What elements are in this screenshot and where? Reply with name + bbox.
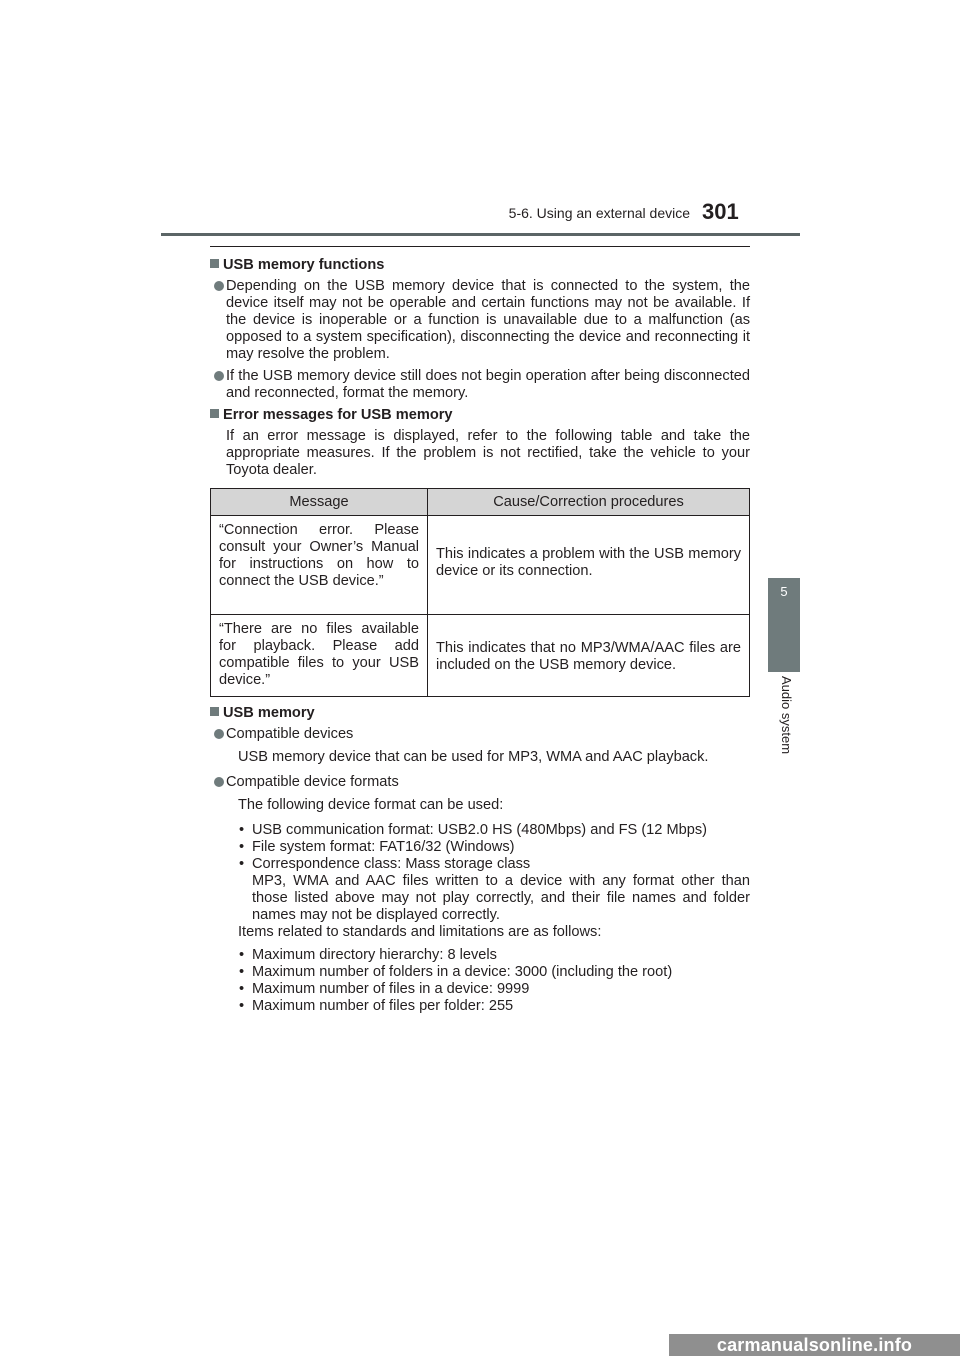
list-text: Correspondence class: Mass storage class [252, 856, 531, 872]
list-text: File system format: FAT16/32 (Windows) [252, 839, 515, 855]
usb-memory-heading [210, 705, 750, 722]
dot-marker: • [239, 822, 245, 838]
heading-text: USB memory functions [223, 257, 385, 273]
table-header-row [211, 489, 750, 516]
dot-marker: • [239, 981, 245, 997]
page-content [210, 257, 750, 1015]
table-row [211, 516, 750, 615]
bullet-item [210, 774, 750, 791]
list-text: Maximum directory hierarchy: 8 levels [252, 947, 497, 963]
chapter-number: 5 [780, 584, 788, 599]
list-item [210, 839, 750, 856]
square-bullet-icon [210, 409, 219, 418]
list-item [210, 822, 750, 839]
devices-text [210, 749, 750, 766]
square-bullet-icon [210, 259, 219, 268]
list-item [210, 856, 750, 873]
column-header-message: Message [211, 489, 428, 516]
list-item [210, 981, 750, 998]
devices-line: USB memory device that can be used for MP3, WMA and AAC playback. [238, 749, 709, 765]
dot-marker: • [239, 839, 245, 855]
message-text: “There are no files available for playback. Please add compatible files to your USB device.” [219, 621, 419, 688]
list-item [210, 998, 750, 1015]
bullet-item [210, 368, 750, 402]
list-text: USB communication format: USB2.0 HS (480Mbps) and FS (12 Mbps) [252, 822, 708, 838]
list-text: Maximum number of files in a device: 9999 [252, 981, 530, 997]
column-header-cause: Cause/Correction procedures [428, 489, 750, 516]
circle-bullet-icon [214, 729, 224, 739]
circle-bullet-icon [214, 371, 224, 381]
cause-text: This indicates that no MP3/WMA/AAC files are included on the USB memory device. [436, 639, 741, 673]
bullet-text: Compatible device formats [226, 774, 399, 790]
table-row [211, 615, 750, 697]
formats-intro-line: The following device format can be used: [238, 797, 504, 813]
message-cell [211, 615, 428, 697]
heading-text: USB memory [223, 705, 315, 721]
watermark-banner: carmanualsonline.info [669, 1334, 960, 1356]
dot-marker: • [239, 964, 245, 980]
cause-text: This indicates a problem with the USB memory device or its connection. [436, 546, 741, 579]
message-text: “Connection error. Please consult your Owner’s Manual for instructions on how to connect the USB device.” [219, 522, 419, 589]
header-rule [161, 233, 800, 236]
error-messages-heading [210, 407, 750, 424]
bullet-text: Depending on the USB memory device that is connected to the system, the device itself may not be operable and certain functions may not be available. If the device is inoperable or a function is unavailable due to a malfunction (as opposed to a system specification), disconnecting the device and reconnecting it may resolve the problem. [226, 278, 750, 362]
square-bullet-icon [210, 707, 219, 716]
chapter-tab [768, 578, 800, 672]
list-text: Maximum number of files per folder: 255 [252, 998, 514, 1014]
formats-note: MP3, WMA and AAC files written to a device with any format other than those listed above may not play correctly, and their file names and folder names may not be displayed correctly. [252, 873, 750, 923]
bullet-item [210, 726, 750, 743]
list-item [210, 964, 750, 981]
heading-text: Error messages for USB memory [223, 407, 453, 423]
cause-cell [428, 516, 750, 615]
list-text: Maximum number of folders in a device: 3000 (including the root) [252, 964, 673, 980]
cause-cell [428, 615, 750, 697]
formats-intro [210, 797, 750, 814]
dot-marker: • [239, 947, 245, 963]
content-rule [210, 246, 750, 247]
error-intro: If an error message is displayed, refer to the following table and take the appropriate measures. If the problem is not rectified, take the vehicle to your Toyota dealer. [226, 428, 750, 478]
error-messages-table [210, 488, 750, 697]
list-item [210, 947, 750, 964]
chapter-label: Audio system [779, 676, 794, 755]
dot-marker: • [239, 998, 245, 1014]
limits-intro [210, 924, 750, 941]
bullet-text: Compatible devices [226, 726, 354, 742]
circle-bullet-icon [214, 777, 224, 787]
circle-bullet-icon [214, 281, 224, 291]
limits-intro-line: Items related to standards and limitations are as follows: [238, 924, 602, 940]
bullet-item [210, 278, 750, 363]
page-number: 301 [702, 199, 739, 224]
dot-marker: • [239, 856, 245, 872]
section-title: 5-6. Using an external device [508, 205, 690, 221]
bullet-text: If the USB memory device still does not begin operation after being disconnected and reconnected, format the memory. [226, 368, 750, 401]
usb-functions-heading [210, 257, 750, 274]
message-cell [211, 516, 428, 615]
